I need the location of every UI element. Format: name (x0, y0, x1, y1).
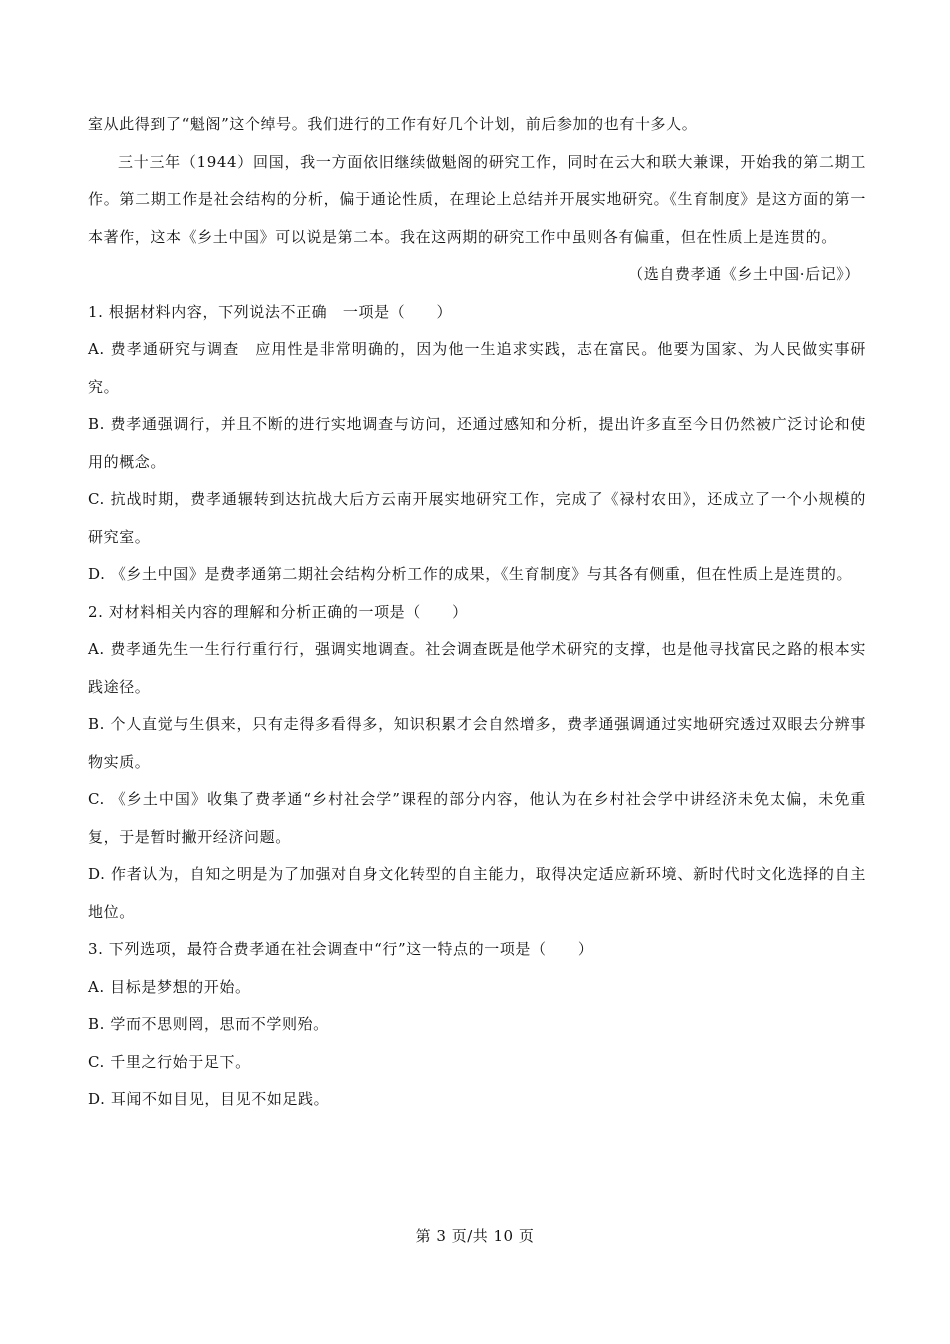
question-3-option-a: A. 目标是梦想的开始。 (88, 977, 251, 996)
question-3-stem: 3. 下列选项，最符合费孝通在社会调查中“行”这一特点的一项是（ ） (88, 940, 594, 958)
question-3-option-c: C. 千里之行始于足下。 (88, 1052, 251, 1071)
question-1 (88, 294, 866, 594)
passage-paragraph-1: 室从此得到了“魁阁”这个绰号。我们进行的工作有好几个计划，前后参加的也有十多人。 (88, 115, 698, 133)
question-1-option-c: C. 抗战时期，费孝通辗转到达抗战大后方云南开展实地研究工作，完成了《禄村农田》，还成立了一个小规模的研究室。 (88, 490, 866, 546)
question-3-option-d: D. 耳闻不如目见，目见不如足践。 (88, 1090, 330, 1108)
question-1-stem: 1. 根据材料内容，下列说法不正确 一项是（ ） (88, 302, 453, 321)
question-3 (88, 931, 866, 1119)
question-2-option-b: B. 个人直觉与生俱来，只有走得多看得多，知识积累才会自然增多，费孝通强调通过实地研究透过双眼去分辨事物实质。 (88, 715, 866, 771)
question-2 (88, 594, 866, 932)
question-1-option-d: D. 《乡土中国》是费孝通第二期社会结构分析工作的成果，《生育制度》与其各有侧重，但在性质上是连贯的。 (88, 565, 853, 583)
passage-paragraph-2: 三十三年（1944）回国，我一方面依旧继续做魁阁的研究工作，同时在云大和联大兼课，开始我的第二期工作。第二期工作是社会结构的分析，偏于通论性质，在理论上总结并开展实地研究。《生育制度》是这方面的第一本著作，这本《乡土中国》可以说是第二本。我在这两期的研究工作中虽则各有偏重，但在性质上是连贯的。 (88, 152, 866, 246)
question-2-option-d: D. 作者认为，自知之明是为了加强对自身文化转型的自主能力，取得决定适应新环境、新时代时文化选择的自主地位。 (88, 865, 866, 921)
passage-source: （选自费孝通《乡土中国·后记》） (628, 265, 860, 283)
question-1-option-a: A. 费孝通研究与调查 应用性是非常明确的，因为他一生追求实践，志在富民。他要为国家、为人民做实事研究。 (88, 340, 866, 396)
question-3-option-b: B. 学而不思则罔，思而不学则殆。 (88, 1015, 329, 1033)
question-2-stem: 2. 对材料相关内容的理解和分析正确的一项是（ ） (88, 602, 468, 621)
question-2-option-c: C. 《乡土中国》收集了费孝通“乡村社会学”课程的部分内容，他认为在乡村社会学中讲经济未免太偏，未免重复，于是暂时撇开经济问题。 (88, 790, 866, 846)
question-2-option-a: A. 费孝通先生一生行行重行行，强调实地调查。社会调查既是他学术研究的支撑，也是他寻找富民之路的根本实践途径。 (88, 640, 866, 696)
question-1-option-b: B. 费孝通强调行，并且不断的进行实地调查与访问，还通过感知和分析，提出许多直至今日仍然被广泛讨论和使用的概念。 (88, 415, 866, 471)
page-footer: 第 3 页/共 10 页 (415, 1227, 535, 1245)
document-page (88, 106, 866, 1119)
